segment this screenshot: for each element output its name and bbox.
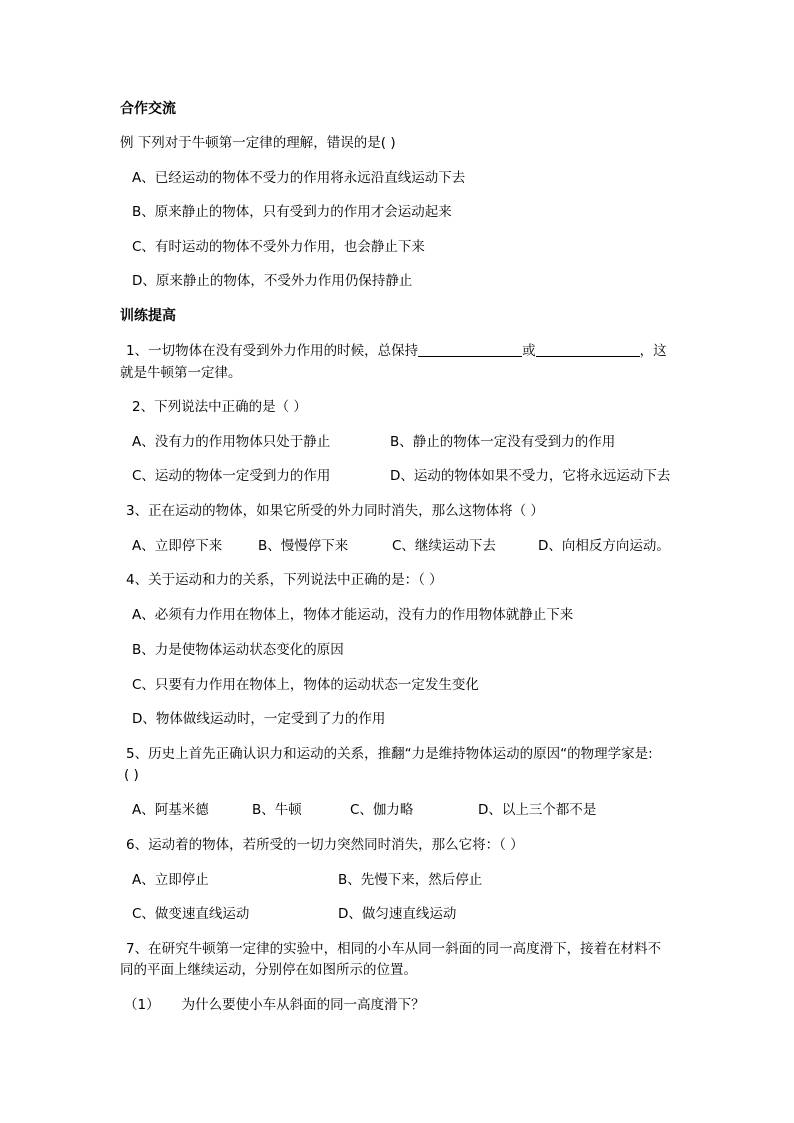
q3-option-d: D、向相反方向运动。 [538,538,670,554]
section-title-cooperation: 合作交流 [120,101,176,117]
q1-line1 [126,342,667,360]
q2-option-b: B、静止的物体一定没有受到力的作用 [390,434,616,450]
q1-post: ，这 [639,343,667,359]
q6-question: 6、运动着的物体，若所受的一切力突然同时消失，那么它将：（ ） [126,837,524,853]
q5-option-b: B、牛顿 [252,802,302,818]
q6-option-a: A、立即停止 [132,872,209,888]
q4-option-b: B、力是使物体运动状态变化的原因 [132,642,344,658]
q7-sub1 [124,996,425,1014]
q1-line2: 就是牛顿第一定律。 [120,365,242,381]
q6-option-c: C、做变速直线运动 [132,906,250,922]
q6-option-b: B、先慢下来，然后停止 [338,872,483,888]
q4-question: 4、关于运动和力的关系，下列说法中正确的是：（ ） [126,572,443,588]
q5-question: 5、历史上首先正确认识力和运动的关系，推翻“力是维持物体运动的原因“的物理学家是: [126,746,653,762]
q4-option-a: A、必须有力作用在物体上，物体才能运动，没有力的作用物体就静止下来 [132,607,574,623]
q3-option-c: C、继续运动下去 [392,538,496,554]
example-option-c: C、有时运动的物体不受外力作用，也会静止下来 [132,239,425,255]
q5-option-a: A、阿基米德 [132,802,209,818]
q5-paren: ( ) [124,767,139,783]
q4-option-d: D、物体做线运动时，一定受到了力的作用 [132,711,386,727]
q3-option-b: B、慢慢停下来 [258,538,349,554]
q7-line2: 同的平面上继续运动，分别停在如图所示的位置。 [120,962,417,978]
q2-option-d: D、运动的物体如果不受力，它将永远运动下去 [390,468,671,484]
q4-option-c: C、只要有力作用在物体上，物体的运动状态一定发生变化 [132,677,479,693]
q2-option-a: A、没有力的作用物体只处于静止 [132,434,331,450]
example-question: 例 下列对于牛顿第一定律的理解，错误的是( ) [120,135,396,151]
example-option-d: D、原来静止的物体，不受外力作用仍保持静止 [132,273,413,289]
q1-blank-2 [536,342,640,357]
q6-option-d: D、做匀速直线运动 [338,906,457,922]
q1-pre: 1、一切物体在没有受到外力作用的时候，总保持 [126,343,419,359]
example-option-b: B、原来静止的物体，只有受到力的作用才会运动起来 [132,204,452,220]
q7-sub1-label: （1） [124,997,160,1013]
q2-question: 2、下列说法中正确的是（ ） [132,399,307,415]
q3-question: 3、正在运动的物体，如果它所受的外力同时消失，那么这物体将（ ） [126,503,544,519]
q5-option-d: D、以上三个都不是 [478,802,597,818]
q5-option-c: C、伽力略 [350,802,414,818]
section-title-training: 训练提高 [120,308,176,324]
q2-option-c: C、运动的物体一定受到力的作用 [132,468,331,484]
q1-mid: 或 [522,343,536,359]
q7-sub1-text: 为什么要使小车从斜面的同一高度滑下？ [181,997,425,1013]
q7-line1: 7、在研究牛顿第一定律的实验中，相同的小车从同一斜面的同一高度滑下，接着在材料不 [126,941,662,957]
example-option-a: A、已经运动的物体不受力的作用将永远沿直线运动下去 [132,170,466,186]
q3-option-a: A、立即停下来 [132,538,223,554]
q1-blank-1 [418,342,522,357]
